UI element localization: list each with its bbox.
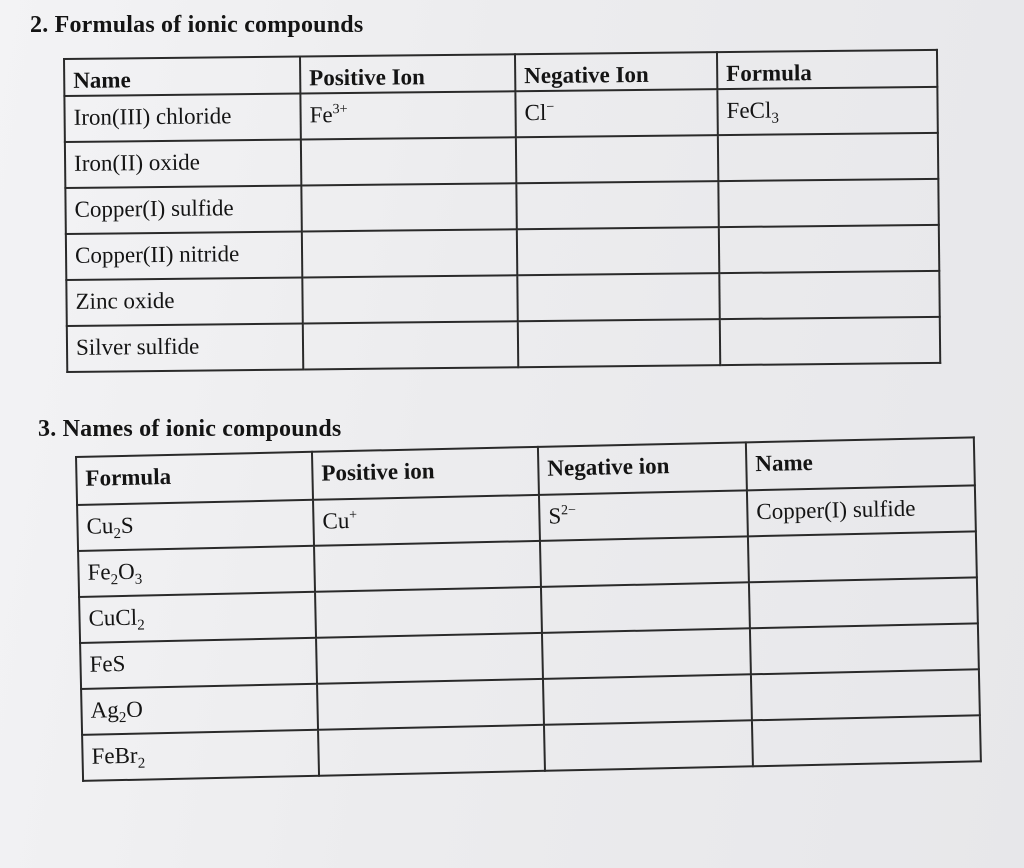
formula-subscript: 2 <box>118 709 127 727</box>
compound-name[interactable] <box>750 623 979 674</box>
positive-ion-cell <box>313 495 540 546</box>
positive-ion-cell[interactable] <box>302 275 517 323</box>
formula-subscript: 2 <box>113 526 122 543</box>
formula-part: Fe <box>87 559 111 585</box>
formula-cell <box>82 730 319 781</box>
formula-cell <box>80 638 317 689</box>
positive-ion-cell[interactable] <box>301 137 516 185</box>
header-formula: Formula <box>76 452 313 505</box>
header-positive-ion: Positive Ion <box>300 54 515 93</box>
negative-ion-cell <box>515 89 717 137</box>
positive-ion-cell[interactable] <box>318 725 545 776</box>
formula-cell[interactable] <box>720 317 940 365</box>
negative-ion-cell[interactable] <box>516 135 718 183</box>
formula-part: FeBr <box>91 742 138 769</box>
negative-ion-cell[interactable] <box>541 582 750 633</box>
formula-cell[interactable] <box>718 133 938 181</box>
compound-name: Copper(I) sulfide <box>65 186 301 234</box>
header-negative-ion: Negative ion <box>538 442 747 495</box>
negative-ion-cell[interactable] <box>540 536 749 587</box>
ion-charge: + <box>349 507 358 524</box>
formula-part: O <box>125 696 144 722</box>
formula-cell <box>81 684 318 735</box>
header-positive-ion: Positive ion <box>312 447 539 500</box>
positive-ion-cell[interactable] <box>314 541 541 592</box>
formula-cell <box>717 87 937 135</box>
header-negative-ion: Negative Ion <box>515 52 717 91</box>
formula-part: CuCl <box>88 604 138 631</box>
negative-ion-cell[interactable] <box>517 273 719 321</box>
negative-ion-cell[interactable] <box>544 720 753 771</box>
formula-subscript: 3 <box>134 571 143 588</box>
formula-part: Ag <box>90 697 119 723</box>
formula-part: S <box>120 512 134 539</box>
ion-charge: 2− <box>560 503 577 519</box>
formula-cell[interactable] <box>719 271 939 319</box>
compound-name[interactable] <box>749 577 978 628</box>
section-3-title: 3. Names of ionic compounds <box>38 416 342 442</box>
positive-ion-cell[interactable] <box>302 229 517 277</box>
ion-charge: 3+ <box>332 102 348 118</box>
positive-ion-cell[interactable] <box>316 633 543 684</box>
negative-ion-cell[interactable] <box>542 628 751 679</box>
compound-name: Copper(I) sulfide <box>747 485 976 536</box>
header-name: Name <box>746 437 975 490</box>
ion-symbol: S <box>548 503 562 529</box>
positive-ion-cell[interactable] <box>315 587 542 638</box>
names-table <box>75 436 982 782</box>
ion-charge: − <box>546 99 555 115</box>
compound-name: Zinc oxide <box>66 278 302 326</box>
formula-cell[interactable] <box>718 179 938 227</box>
compound-name[interactable] <box>751 669 980 720</box>
header-name: Name <box>64 57 300 96</box>
ion-symbol: Cu <box>322 508 350 534</box>
compound-name: Iron(II) oxide <box>65 140 301 188</box>
ion-symbol: Cl <box>524 99 547 126</box>
header-formula: Formula <box>717 50 937 89</box>
positive-ion-cell[interactable] <box>317 679 544 730</box>
negative-ion-cell[interactable] <box>518 319 720 367</box>
compound-name: Iron(III) chloride <box>64 94 300 142</box>
formula-part: FeS <box>89 650 126 677</box>
compound-name[interactable] <box>752 715 981 766</box>
positive-ion-cell[interactable] <box>303 321 518 369</box>
formula-cell <box>78 546 315 597</box>
negative-ion-cell[interactable] <box>516 181 718 229</box>
formula-cell <box>79 592 316 643</box>
formula-part: O <box>117 558 135 585</box>
formula-cell[interactable] <box>719 225 939 273</box>
compound-name: Silver sulfide <box>67 324 303 372</box>
formula-text: FeCl <box>726 97 772 124</box>
formula-subscript: 3 <box>771 110 779 127</box>
compound-name: Copper(II) nitride <box>66 232 302 280</box>
formula-subscript: 2 <box>110 572 119 589</box>
negative-ion-cell <box>539 490 748 541</box>
formula-subscript: 2 <box>137 617 145 634</box>
compound-name[interactable] <box>748 531 977 582</box>
negative-ion-cell[interactable] <box>543 674 752 725</box>
formula-part: Cu <box>86 513 114 539</box>
negative-ion-cell[interactable] <box>517 227 719 275</box>
positive-ion-cell[interactable] <box>301 183 516 231</box>
table-row <box>67 317 940 372</box>
ion-symbol: Fe <box>309 102 333 128</box>
positive-ion-cell <box>300 91 515 139</box>
formula-cell <box>77 500 314 551</box>
formula-subscript: 2 <box>137 755 146 772</box>
formulas-table <box>63 49 941 373</box>
section-2-title: 2. Formulas of ionic compounds <box>30 12 364 38</box>
